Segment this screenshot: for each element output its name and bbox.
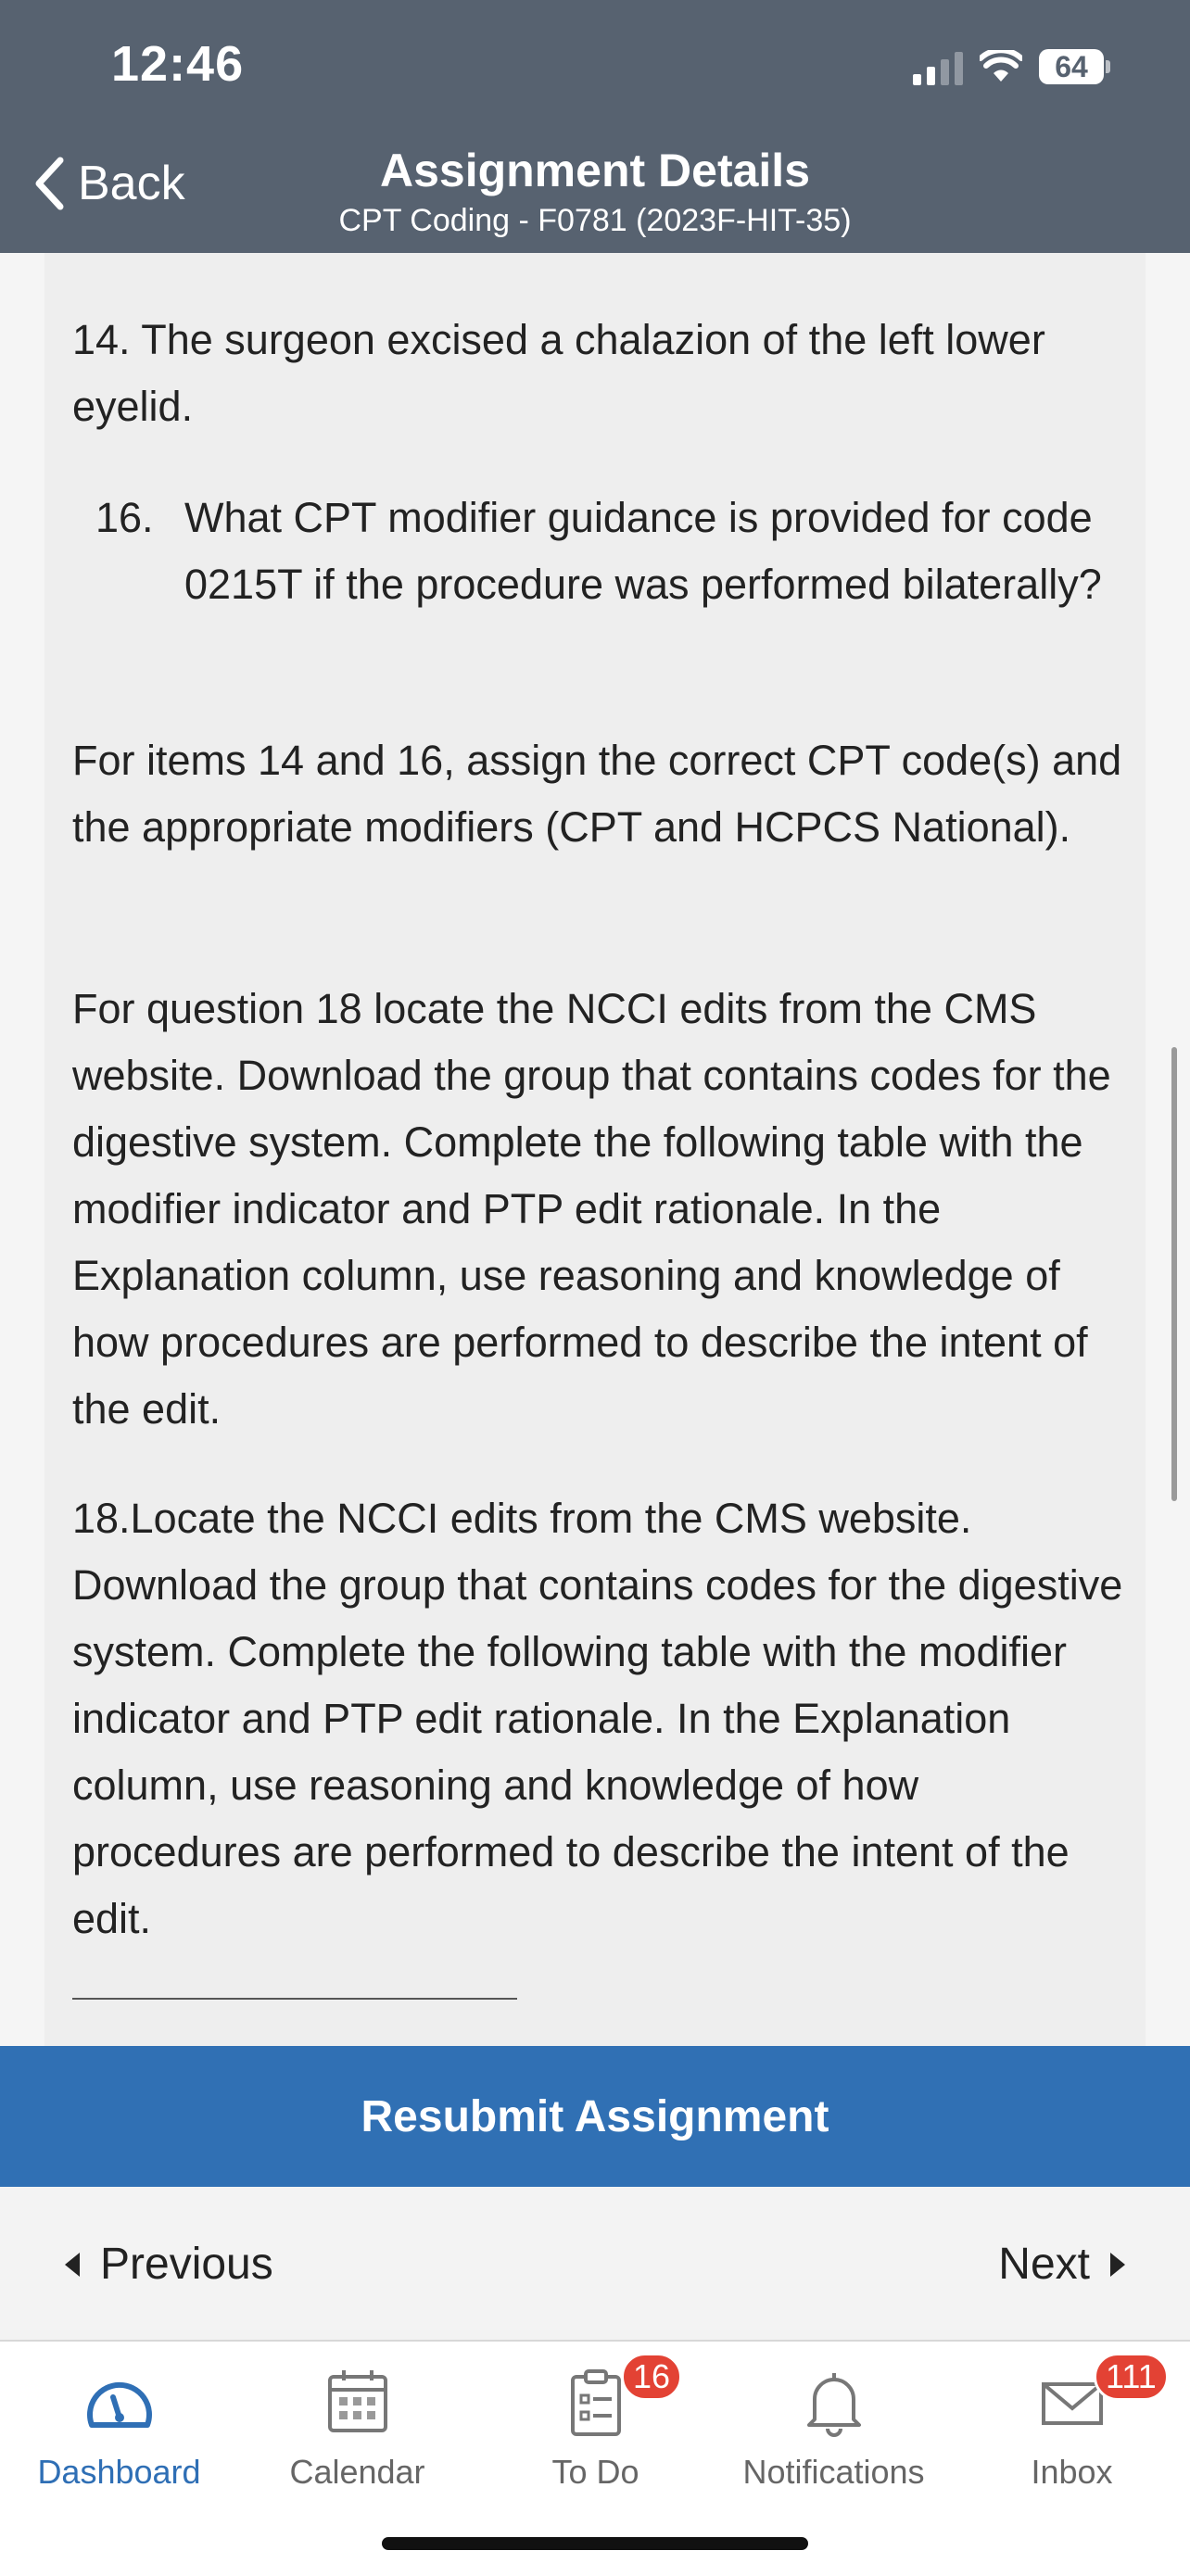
status-time: 12:46 [111, 36, 245, 92]
question-16 [95, 485, 1115, 618]
back-label: Back [78, 157, 185, 210]
calendar-icon [316, 2360, 399, 2443]
tab-label: Notifications [742, 2453, 925, 2491]
tab-label: Dashboard [37, 2453, 201, 2491]
page-title: Assignment Details [379, 145, 810, 196]
resubmit-assignment-button[interactable]: Resubmit Assignment [0, 2046, 1190, 2187]
tab-todo[interactable] [476, 2342, 715, 2499]
caret-left-icon [65, 2253, 80, 2277]
battery-level: 64 [1039, 49, 1104, 84]
tab-label: Inbox [1031, 2453, 1113, 2491]
item-14-text: 14. The surgeon excised a chalazion of the left lower eyelid. [72, 316, 1045, 430]
items-instruction: For items 14 and 16, assign the correct CPT code(s) and the appropriate modifiers (CPT and HCPCS National). [72, 737, 1122, 851]
question-18-instruction: For question 18 locate the NCCI edits from the CMS website. Download the group that contains codes for the digestive system. Complete the following table with the modifier indicator and PTP edit rationale. In the Explanation column, use reasoning and knowledge of how procedures are performed to describe the intent of the edit. [72, 985, 1111, 1433]
next-label: Next [998, 2240, 1090, 2289]
tab-calendar[interactable] [238, 2342, 476, 2499]
dashboard-icon [78, 2360, 161, 2443]
status-icons [913, 41, 1110, 93]
next-button[interactable] [998, 2239, 1125, 2290]
caret-right-icon [1110, 2253, 1125, 2277]
pager [0, 2187, 1190, 2340]
wifi-icon [980, 50, 1022, 83]
tab-label: To Do [551, 2453, 639, 2491]
home-indicator[interactable] [382, 2537, 808, 2550]
top-header [0, 0, 1190, 253]
item-18-text: 18.Locate the NCCI edits from the CMS website. Download the group that contains codes for the digestive system. Complete the following table with the modifier indicator and PTP edit rationale. In the Explanation column, use reasoning and knowledge of how procedures are performed to describe the intent of the edit. [72, 1495, 1123, 1942]
inbox-badge: 111 [1094, 2353, 1169, 2401]
title-block [0, 141, 1190, 241]
question-16-text: What CPT modifier guidance is provided for code 0215T if the procedure was performed bilaterally? [184, 494, 1102, 608]
divider [72, 1998, 517, 2000]
bell-icon [792, 2360, 876, 2443]
tab-inbox[interactable] [953, 2342, 1190, 2499]
tab-notifications[interactable] [715, 2342, 953, 2499]
page-subtitle: CPT Coding - F0781 (2023F-HIT-35) [338, 203, 852, 238]
tab-dashboard[interactable] [0, 2342, 238, 2499]
cellular-signal-icon [913, 48, 963, 85]
previous-button[interactable] [65, 2239, 273, 2290]
battery-icon [1039, 49, 1110, 84]
assignment-description [44, 253, 1146, 2046]
question-16-number: 16. [95, 494, 154, 541]
scrollbar[interactable] [1171, 1047, 1177, 1501]
previous-label: Previous [100, 2240, 273, 2289]
tab-label: Calendar [289, 2453, 425, 2491]
todo-badge: 16 [621, 2353, 682, 2401]
